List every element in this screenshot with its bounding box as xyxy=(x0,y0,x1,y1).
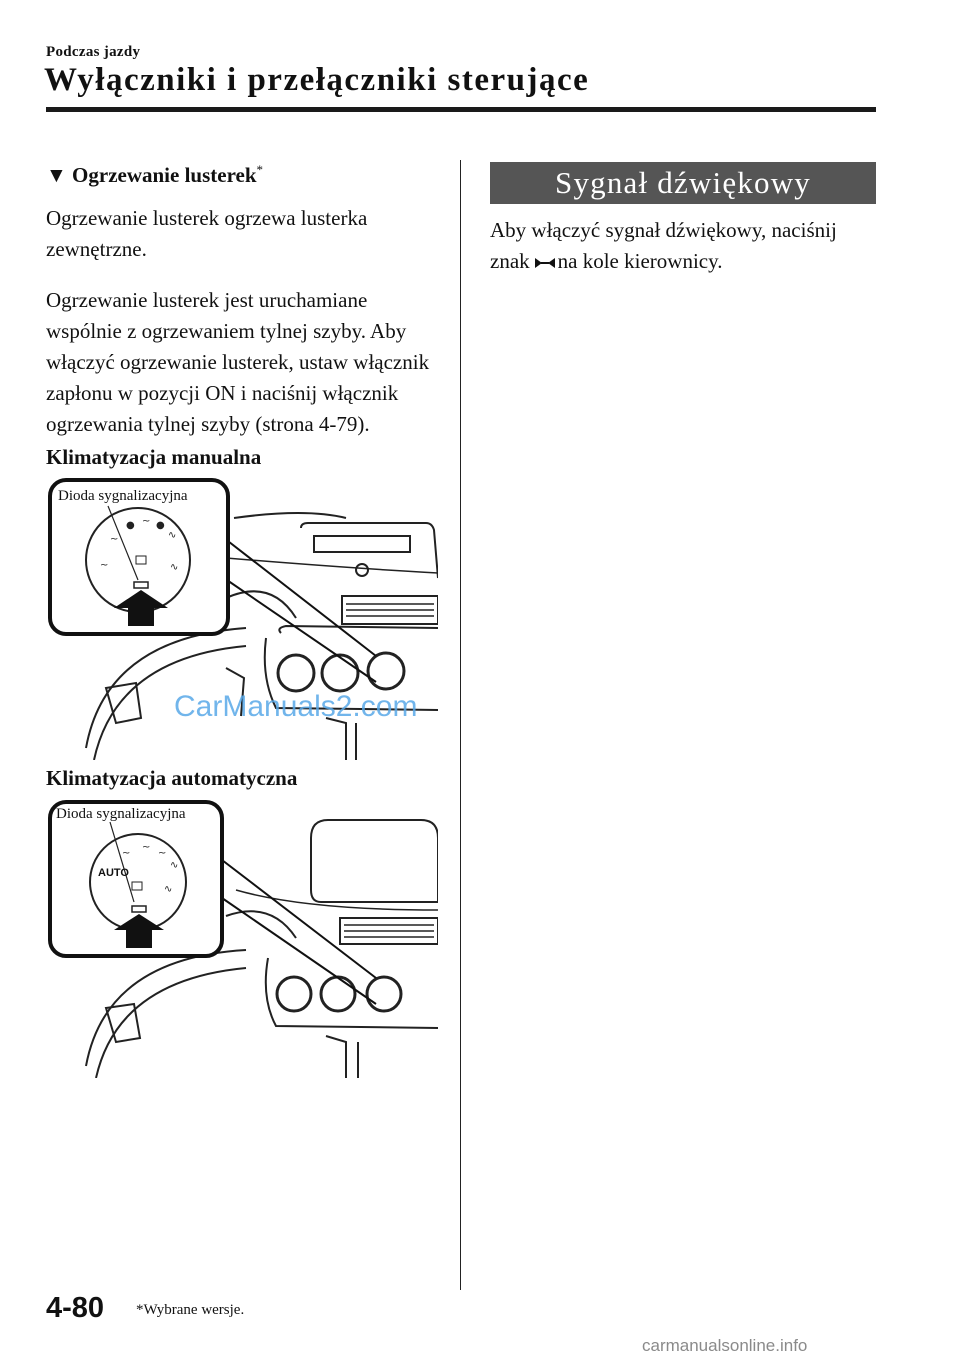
automatic-climate-control-illustration xyxy=(46,798,438,1078)
svg-text:∿: ∿ xyxy=(170,860,179,871)
horn-text-before: Aby włączyć sygnał dźwiękowy, naciśnij znak xyxy=(490,218,837,273)
svg-text:∿: ∿ xyxy=(170,562,179,573)
svg-text:~: ~ xyxy=(122,848,131,859)
svg-text:~: ~ xyxy=(158,848,167,859)
svg-text:●: ● xyxy=(156,520,165,531)
optional-equipment-mark: * xyxy=(256,162,264,177)
svg-text:~: ~ xyxy=(100,560,109,571)
subsection-heading-text: ▼ Ogrzewanie lusterek xyxy=(46,163,257,187)
svg-text:~: ~ xyxy=(110,534,119,545)
indicator-light-callout: Dioda sygnalizacyjna xyxy=(56,806,186,822)
svg-text:~: ~ xyxy=(142,516,151,527)
auto-label: AUTO xyxy=(98,867,129,879)
paragraph-mirror-heater-operation: Ogrzewanie lusterek jest uruchamiane wspólnie z ogrzewaniem tylnej szyby. Aby włączyć ogrzewanie lusterek, ustaw włącznik zapłonu w pozycji ON i naciśnij włącznik ogrzewania tylnej szyby (strona 4-79). xyxy=(46,288,430,436)
horn-text-after: na kole kierownicy. xyxy=(557,249,723,273)
heading-rule xyxy=(46,107,876,112)
figure-title-manual: Klimatyzacja manualna xyxy=(46,445,262,469)
paragraph-horn xyxy=(490,215,870,277)
horn-icon xyxy=(534,256,556,270)
watermark-text: CarManuals2.com xyxy=(174,690,418,723)
column-divider xyxy=(460,160,461,1290)
indicator-light-callout: Dioda sygnalizacyjna xyxy=(58,488,188,504)
svg-text:~: ~ xyxy=(142,842,151,853)
figure-title-automatic: Klimatyzacja automatyczna xyxy=(46,766,298,790)
page-title: Wyłączniki i przełączniki sterujące xyxy=(44,62,590,98)
manual-climate-control-illustration xyxy=(46,478,438,760)
svg-text:∿: ∿ xyxy=(164,884,173,895)
svg-text:●: ● xyxy=(126,520,135,531)
section-banner-horn: Sygnał dźwiękowy xyxy=(490,162,876,204)
paragraph-mirror-heater-intro: Ogrzewanie lusterek ogrzewa lusterka zewnętrzne. xyxy=(46,206,368,261)
subsection-heading xyxy=(46,162,263,188)
watermark: carmanualsonline.info xyxy=(642,1336,808,1355)
page-number: 4-80 xyxy=(46,1292,105,1324)
section-label: Podczas jazdy xyxy=(46,44,141,60)
svg-text:∿: ∿ xyxy=(168,530,177,541)
footnote: *Wybrane wersje. xyxy=(136,1302,245,1318)
